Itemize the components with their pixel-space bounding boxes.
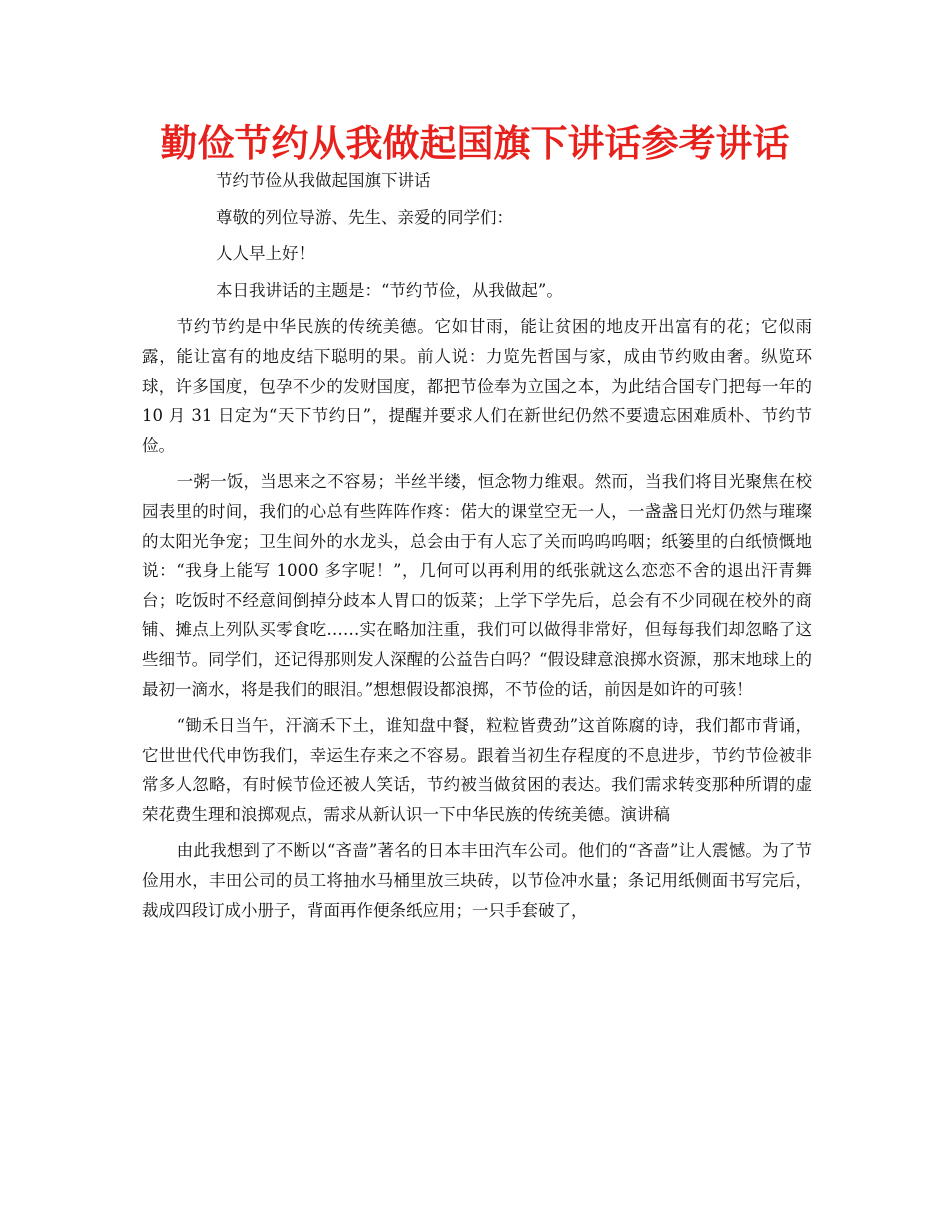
paragraph-body: “锄禾日当午，汗滴禾下土，谁知盘中餐，粒粒皆费劲”这首陈腐的诗，我们都市背诵，它世世代代申饬我们，幸运生存来之不容易。跟着当初生存程度的不息进步，节约节俭被非常多人忽略，有时候节俭还被人笑话，节约被当做贫困的表达。我们需求转变那种所谓的虚荣花费生理和浪掷观点，需求从新认识一下中华民族的传统美德。演讲稿 xyxy=(142,716,812,824)
paragraph-body: 一粥一饭，当思来之不容易；半丝半缕，恒念物力维艰。然而，当我们将目光聚焦在校园表里的时间，我们的心总有些阵阵作疼：偌大的课堂空无一人，一盏盏日光灯仍然与璀璨的太阳光争宠；卫生间外的水龙头，总会由于有人忘了关而呜呜呜咽；纸篓里的白纸愤慨地说：“我身上能写 1000 多字呢！”，几何可以再利用的纸张就这么恋恋不舍的退出汗青舞台；吃饭时不经意间倒掉分歧本人胃口的饭菜；上学下学先后，总会有不少同砚在校外的商铺、摊点上列队买零食吃……实在略加注重，我们可以做得非常好，但每每我们却忽略了这些细节。同学们，还记得那则发人深醒的公益告白吗？“假设肆意浪掷水资源，那末地球上的最初一滴水，将是我们的眼泪。”想想假设都浪掷，不节俭的话，前因是如许的可骇！ xyxy=(142,472,812,699)
document-title: 勤俭节约从我做起国旗下讲话参考讲话 xyxy=(160,122,790,165)
paragraph-body: 节约节约是中华民族的传统美德。它如甘雨，能让贫困的地皮开出富有的花；它似雨露，能让富有的地皮结下聪明的果。前人说：力览先哲国与家，成由节约败由奢。纵览环球，许多国度，包孕不少的发财国度，都把节俭奉为立国之本，为此结合国专门把每一年的 10 月 31 日定为“天下节约日”，提醒并要求人们在新世纪仍然不要遗忘困难质朴、节约节俭。 xyxy=(142,317,812,455)
paragraph-subtitle: 节约节俭从我做起国旗下讲话 xyxy=(216,171,431,190)
paragraph-topic: 本日我讲话的主题是：“节约节俭，从我做起”。 xyxy=(216,280,563,300)
paragraph-salutation: 尊敬的列位导游、先生、亲爱的同学们： xyxy=(216,207,513,227)
document-body xyxy=(142,166,812,925)
paragraph-greeting: 人人早上好！ xyxy=(216,244,315,264)
paragraph-body: 由此我想到了不断以“吝啬”著名的日本丰田汽车公司。他们的“吝啬”让人震憾。为了节俭用水，丰田公司的员工将抽水马桶里放三块砖，以节俭冲水量；条记用纸侧面书写完后，裁成四段订成小册子，背面再作便条纸应用；一只手套破了， xyxy=(142,841,812,920)
